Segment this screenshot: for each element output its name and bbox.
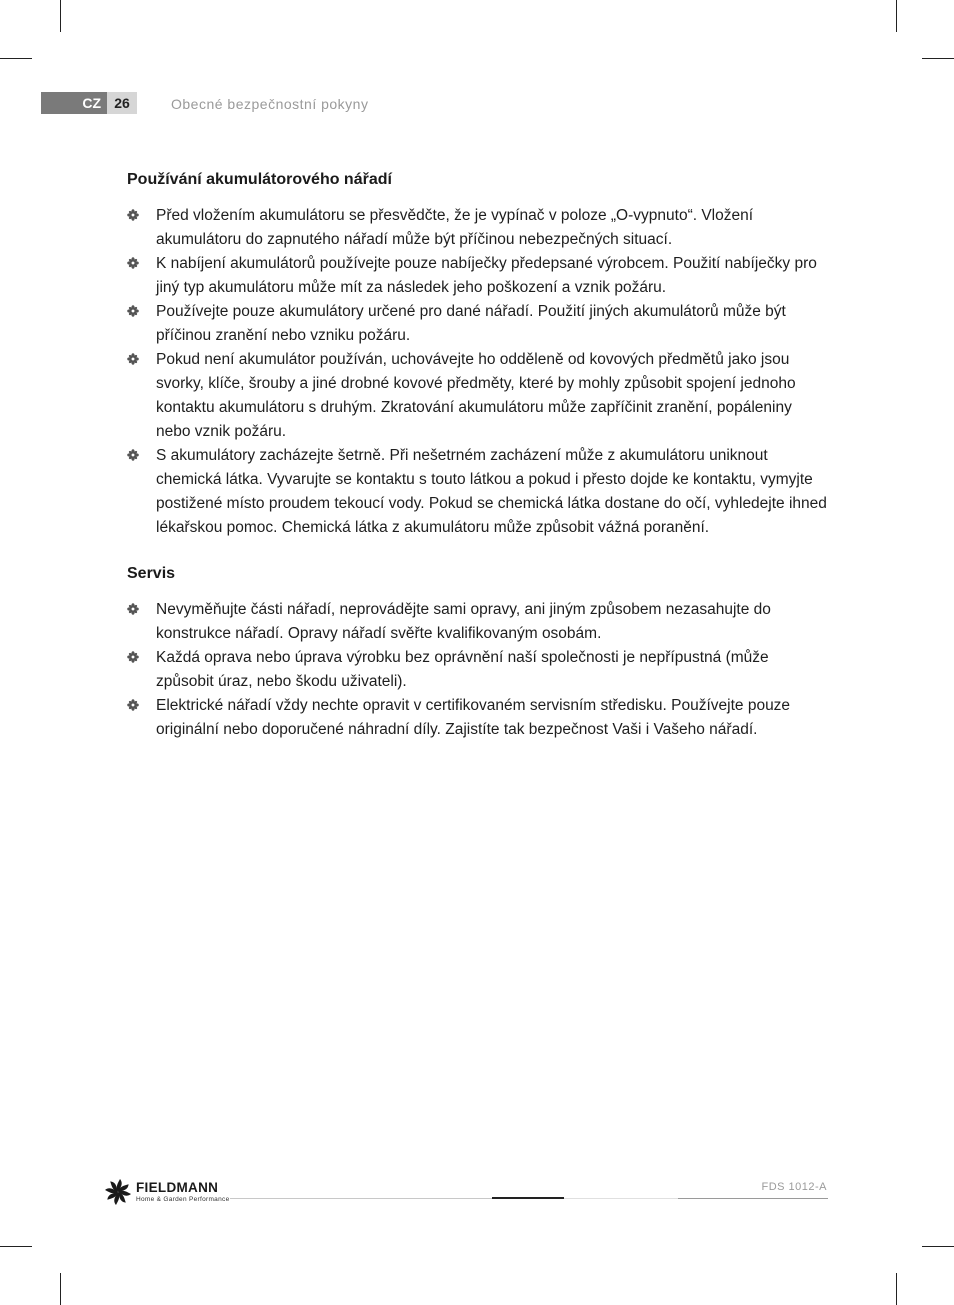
language-tab: CZ bbox=[41, 92, 107, 114]
list-item: Elektrické nářadí vždy nechte opravit v certifikovaném servisním středisku. Používejte pouze originální nebo doporučené náhradní díly. Zajistíte tak bezpečnost Vaši i Vašeho nářadí. bbox=[127, 694, 827, 742]
list-item: Pokud není akumulátor používán, uchovávejte ho odděleně od kovových předmětů jako jsou svorky, klíče, šrouby a jiné drobné kovové předměty, které by mohly způsobit spojení jednoho kontaktu akumulátoru s druhým. Zkratování akumulátoru může zapříčinit zranění, popáleniny nebo vznik požáru. bbox=[127, 348, 827, 444]
crop-mark bbox=[896, 0, 897, 32]
flower-bullet-icon bbox=[127, 699, 139, 711]
flower-bullet-icon bbox=[127, 449, 139, 461]
list-item: K nabíjení akumulátorů používejte pouze nabíječky předepsané výrobcem. Použití nabíječky pro jiný typ akumulátoru může mít za následek jeho poškození a vznik požáru. bbox=[127, 252, 827, 300]
flower-bullet-icon bbox=[127, 603, 139, 615]
section-battery-tools bbox=[127, 168, 827, 540]
footer-rule bbox=[564, 1198, 678, 1199]
document-body bbox=[127, 168, 827, 742]
list-item: S akumulátory zacházejte šetrně. Při nešetrném zacházení může z akumulátoru uniknout chemická látka. Vyvarujte se kontaktu s touto látkou a pokud i přesto dojde ke kontaktu, vymyjte postižené místo proudem tekoucí vody. Pokud se chemická látka dostane do očí, vyhledejte ihned lékařskou pomoc. Chemická látka z akumulátoru může způsobit vážná poranění. bbox=[127, 444, 827, 540]
list-item: Používejte pouze akumulátory určené pro dané nářadí. Použití jiných akumulátorů může být příčinou zranění nebo vzniku požáru. bbox=[127, 300, 827, 348]
crop-mark bbox=[896, 1273, 897, 1305]
model-code: FDS 1012-A bbox=[761, 1181, 827, 1193]
crop-mark bbox=[922, 58, 954, 59]
footer-rule bbox=[492, 1197, 564, 1199]
list-item: Před vložením akumulátoru se přesvědčte, že je vypínač v poloze „O-vypnuto“. Vložení akumulátoru do zapnutého nářadí může být příčinou nebezpečných situací. bbox=[127, 204, 827, 252]
crop-mark bbox=[60, 0, 61, 32]
flower-bullet-icon bbox=[127, 209, 139, 221]
bullet-list bbox=[127, 204, 827, 540]
crop-mark bbox=[0, 1246, 32, 1247]
flower-bullet-icon bbox=[127, 353, 139, 365]
footer-rule bbox=[678, 1198, 828, 1199]
footer-rule bbox=[230, 1198, 492, 1199]
fieldmann-logo-icon bbox=[104, 1178, 132, 1206]
section-service bbox=[127, 562, 827, 742]
flower-bullet-icon bbox=[127, 257, 139, 269]
crop-mark bbox=[60, 1273, 61, 1305]
list-item: Nevyměňujte části nářadí, neprovádějte sami opravy, ani jiným způsobem nezasahujte do konstrukce nářadí. Opravy nářadí svěřte kvalifikovaným osobám. bbox=[127, 598, 827, 646]
brand-logo bbox=[104, 1178, 228, 1208]
page-section-title: Obecné bezpečnostní pokyny bbox=[171, 96, 369, 112]
bullet-list bbox=[127, 598, 827, 742]
flower-bullet-icon bbox=[127, 651, 139, 663]
brand-name: FIELDMANN bbox=[136, 1180, 219, 1195]
brand-tagline: Home & Garden Performance bbox=[136, 1196, 230, 1203]
section-heading: Servis bbox=[127, 565, 176, 582]
page-number: 26 bbox=[107, 92, 137, 114]
crop-mark bbox=[922, 1246, 954, 1247]
crop-mark bbox=[0, 58, 32, 59]
list-item: Každá oprava nebo úprava výrobku bez oprávnění naší společnosti je nepřípustná (může způsobit úraz, nebo škodu uživateli). bbox=[127, 646, 827, 694]
section-heading: Používání akumulátorového nářadí bbox=[127, 171, 392, 188]
flower-bullet-icon bbox=[127, 305, 139, 317]
